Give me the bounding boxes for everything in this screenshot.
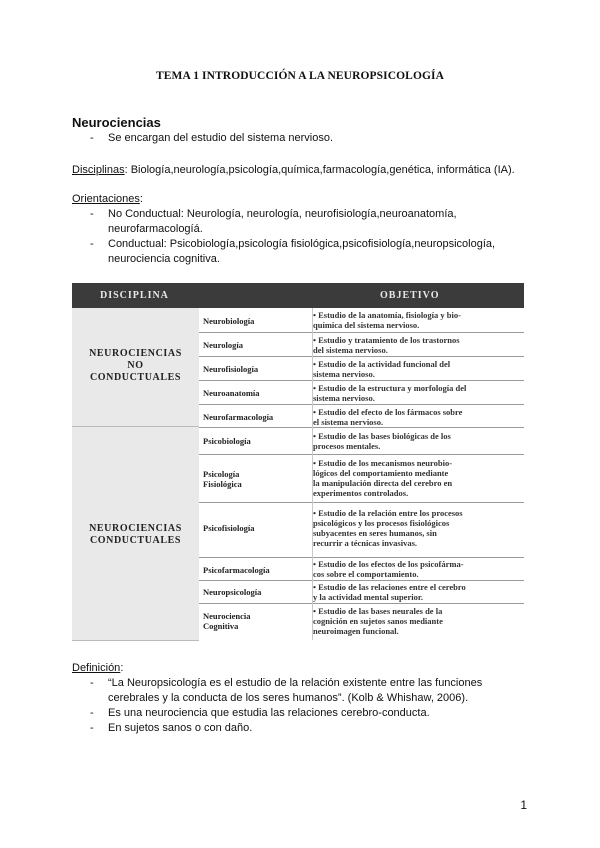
- row-objetivo: sistema nervioso.: [313, 393, 375, 403]
- row-disciplina: Neurociencia: [203, 611, 251, 621]
- list-item: - Conductual: Psicobiología,psicología fisiológica,psicofisiología,neuropsicología, neurociencia cognitiva.: [90, 237, 540, 267]
- page-number: 1: [520, 798, 527, 812]
- row-disciplina: Fisiológica: [203, 479, 242, 489]
- list-item: - “La Neuropsicología es el estudio de la relación existente entre las funciones cerebrales y la conducta de los seres humanos”. (Kolb & Whishaw, 2006).: [90, 676, 540, 706]
- table-row: [199, 428, 524, 455]
- row-objetivo: psicológicos y los procesos fisiológicos: [313, 518, 450, 528]
- row-objetivo: • Estudio de la relación entre los procesos: [313, 508, 463, 518]
- row-objetivo: • Estudio del efecto de los fármacos sobre: [313, 407, 463, 417]
- list-item-line: neurociencia cognitiva.: [108, 253, 220, 265]
- disciplinas-paragraph: [72, 163, 515, 178]
- table-row: [199, 357, 524, 381]
- list-item-line: En sujetos sanos o con daño.: [108, 722, 253, 734]
- orientaciones-label: Orientaciones: [72, 193, 140, 205]
- neurociencias-heading: Neurociencias: [72, 115, 161, 130]
- orientaciones-heading: [72, 192, 143, 207]
- row-objetivo: • Estudio de la anatomía, fisiología y bio-: [313, 310, 461, 320]
- list-item-line: “La Neuropsicología es el estudio de la relación existente entre las funciones: [108, 677, 483, 689]
- row-disciplina: Neurofisiología: [203, 364, 259, 374]
- list-item-line: Es una neurociencia que estudia las relaciones cerebro-conducta.: [108, 707, 430, 719]
- list-item-line: Conductual: Psicobiología,psicología fisiológica,psicofisiología,neuropsicología,: [108, 238, 496, 250]
- row-objetivo: y la actividad mental superior.: [313, 592, 423, 602]
- row-objetivo: cognición en sujetos sanos mediante: [313, 616, 443, 626]
- group-label: NEUROCIENCIAS: [89, 523, 182, 534]
- row-objetivo: cos sobre el comportamiento.: [313, 569, 419, 579]
- table-row: [199, 503, 524, 558]
- orientaciones-colon: :: [139, 193, 143, 205]
- list-item-line: cerebrales y la conducta de los seres humanos”. (Kolb & Whishaw, 2006).: [108, 692, 469, 704]
- table-row: [199, 604, 524, 640]
- row-disciplina: Psicofisiología: [203, 523, 255, 533]
- list-item: - Se encargan del estudio del sistema nervioso.: [90, 131, 540, 146]
- row-objetivo: • Estudio de los mecanismos neurobio-: [313, 458, 453, 468]
- row-objetivo: la manipulación directa del cerebro en: [313, 478, 453, 488]
- row-objetivo: experimentos controlados.: [313, 488, 409, 498]
- group-conductuales: [72, 427, 199, 641]
- row-disciplina: Psicología: [203, 469, 240, 479]
- table-row: [199, 581, 524, 604]
- row-disciplina: Neurobiología: [203, 316, 255, 326]
- row-disciplina: Neurofarmacología: [203, 412, 274, 422]
- row-disciplina: Cognitiva: [203, 621, 239, 631]
- list-item-line: neurofarmacologíá.: [108, 223, 203, 235]
- row-disciplina: Neurología: [203, 340, 243, 350]
- table-row: [199, 558, 524, 581]
- definicion-heading: [72, 661, 123, 676]
- table-row: [199, 333, 524, 357]
- header-objetivo: OBJETIVO: [380, 290, 440, 301]
- row-disciplina: Neuropsicología: [203, 587, 262, 597]
- row-objetivo: • Estudio de las relaciones entre el cerebro: [313, 582, 466, 592]
- row-objetivo: • Estudio de los efectos de los psicofárma-: [313, 559, 464, 569]
- definicion-colon: :: [120, 662, 124, 674]
- group-label: CONDUCTUALES: [89, 535, 182, 546]
- row-objetivo: lógicos del comportamiento mediante: [313, 468, 449, 478]
- list-item: - En sujetos sanos o con daño.: [90, 721, 540, 736]
- list-item-text: Se encargan del estudio del sistema nervioso.: [108, 132, 334, 144]
- row-objetivo: • Estudio de la estructura y morfología del: [313, 383, 467, 393]
- list-item: - No Conductual: Neurología, neurología, neurofisiología,neuroanatomía, neurofarmacologíá.: [90, 207, 540, 237]
- table-row: [199, 381, 524, 405]
- table-row: [199, 405, 524, 428]
- row-objetivo: el sistema nervioso.: [313, 417, 384, 427]
- group-no-conductuales: [72, 308, 199, 427]
- list-item: - Es una neurociencia que estudia las relaciones cerebro-conducta.: [90, 706, 540, 721]
- group-label: CONDUCTUALES: [89, 372, 182, 383]
- list-item-line: No Conductual: Neurología, neurología, neurofisiología,neuroanatomía,: [108, 208, 457, 220]
- row-disciplina: Psicofarmacología: [203, 565, 270, 575]
- row-objetivo: subyacentes en seres humanos, sin: [313, 528, 437, 538]
- table-row: [199, 308, 524, 333]
- row-objetivo: neuroimagen funcional.: [313, 626, 399, 636]
- definicion-label: Definición: [72, 662, 121, 674]
- disciplinas-text: : Biología,neurología,psicología,química,farmacología,genética, informática (IA).: [124, 164, 515, 176]
- group-label: NO: [127, 360, 144, 371]
- row-objetivo: sistema nervioso.: [313, 369, 375, 379]
- disciplinas-label: Disciplinas: [72, 164, 125, 176]
- disciplines-table: [72, 283, 524, 640]
- row-objetivo: recurrir a técnicas invasivas.: [313, 538, 418, 548]
- row-objetivo: • Estudio de las bases neurales de la: [313, 606, 443, 616]
- row-objetivo: • Estudio de la actividad funcional del: [313, 359, 451, 369]
- row-disciplina: Psicobiología: [203, 436, 251, 446]
- header-disciplina: DISCIPLINA: [100, 290, 169, 301]
- table-row: [199, 455, 524, 503]
- row-objetivo: • Estudio y tratamiento de los trastornos: [313, 335, 460, 345]
- row-disciplina: Neuroanatomía: [203, 388, 260, 398]
- document-title: TEMA 1 INTRODUCCIÓN A LA NEUROPSICOLOGÍA: [155, 70, 445, 82]
- column-divider: [312, 308, 313, 640]
- group-label: NEUROCIENCIAS: [89, 348, 182, 359]
- row-objetivo: del sistema nervioso.: [313, 345, 388, 355]
- row-objetivo: procesos mentales.: [313, 441, 381, 451]
- row-objetivo: química del sistema nervioso.: [313, 320, 420, 330]
- row-objetivo: • Estudio de las bases biológicas de los: [313, 431, 451, 441]
- table-header: [72, 283, 524, 308]
